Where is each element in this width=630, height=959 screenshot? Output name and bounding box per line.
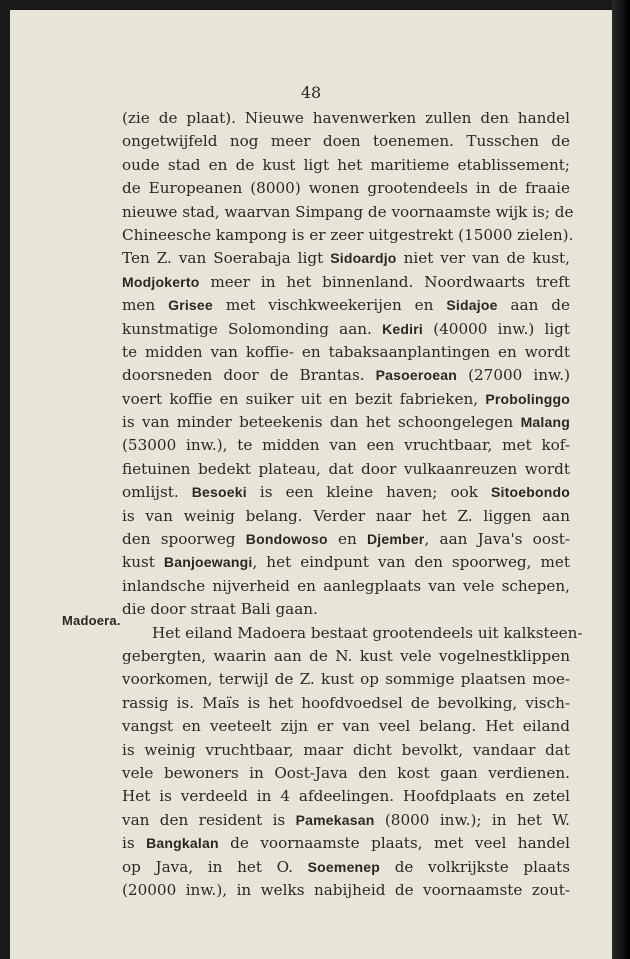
text-line bbox=[122, 224, 574, 247]
text-run: de volkrijkste plaats bbox=[380, 857, 570, 876]
place-name: Kediri bbox=[382, 320, 423, 337]
text-run: met vischkweekerijen en bbox=[212, 296, 447, 315]
text-line bbox=[122, 271, 570, 294]
text-line bbox=[122, 341, 570, 364]
text-line bbox=[122, 575, 570, 598]
text-run: men bbox=[122, 296, 169, 315]
text-line bbox=[122, 411, 570, 434]
text-run: is bbox=[122, 834, 147, 853]
text-line bbox=[122, 318, 570, 341]
text-run: is van weinig belang. Verder naar het Z. liggen aan bbox=[122, 506, 570, 525]
text-line bbox=[122, 692, 570, 715]
text-line bbox=[122, 107, 570, 130]
text-run: vele bewoners in Oost-Java den kost gaan verdienen. bbox=[122, 763, 570, 782]
text-line bbox=[122, 130, 570, 153]
place-name: Bangkalan bbox=[146, 835, 219, 852]
place-name: Pasoeroean bbox=[375, 367, 458, 384]
text-run: Chineesche kampong is er zeer uitgestrekt (15000 zielen). bbox=[122, 225, 574, 244]
text-line bbox=[122, 177, 570, 200]
place-name: Sidajoe bbox=[446, 297, 498, 314]
text-run: Het is verdeeld in 4 afdeelingen. Hoofdplaats en zetel bbox=[122, 787, 570, 806]
text-line bbox=[122, 481, 570, 504]
text-run: omlijst. bbox=[122, 483, 192, 502]
text-line bbox=[122, 832, 570, 855]
text-line bbox=[122, 598, 570, 621]
text-run: die door straat Bali gaan. bbox=[122, 600, 318, 619]
text-line bbox=[122, 785, 570, 808]
place-name: Pamekasan bbox=[295, 811, 375, 828]
text-line bbox=[122, 201, 574, 224]
text-line bbox=[122, 247, 570, 270]
text-run: (8000 inw.); in het W. bbox=[374, 810, 570, 829]
text-run: te midden van koffie- en tabaksaanplantingen en wordt bbox=[122, 342, 570, 361]
text-run: aan de bbox=[497, 296, 571, 315]
place-name: Soemenep bbox=[307, 858, 381, 875]
text-run: meer in het binnenland. Noordwaarts treft bbox=[199, 272, 570, 291]
text-line bbox=[122, 551, 570, 574]
text-line bbox=[122, 739, 570, 762]
text-line bbox=[122, 645, 570, 668]
text-run: is weinig vruchtbaar, maar dicht bevolkt, vandaar dat bbox=[122, 740, 570, 759]
text-line bbox=[122, 364, 570, 387]
text-run: (zie de plaat). Nieuwe havenwerken zullen den handel bbox=[122, 109, 570, 127]
text-run: gebergten, waarin aan de N. kust vele vogelnestklippen bbox=[122, 646, 570, 665]
text-run: en bbox=[327, 530, 367, 549]
text-run: Het eiland Madoera bestaat grootendeels uit kalksteen- bbox=[152, 623, 583, 642]
text-line bbox=[122, 668, 570, 691]
margin-note: Madoera. bbox=[62, 613, 121, 628]
place-name: Malang bbox=[520, 414, 570, 431]
place-name: Grisee bbox=[168, 297, 213, 314]
text-run: de Europeanen (8000) wonen grootendeels in de fraaie bbox=[122, 179, 570, 198]
text-run: voert koffie en suiker uit en bezit fabrieken, bbox=[122, 389, 486, 408]
text-run: (40000 inw.) ligt bbox=[423, 319, 570, 338]
text-run: , aan Java's oost- bbox=[424, 530, 570, 549]
text-line bbox=[122, 388, 570, 411]
text-line bbox=[122, 622, 583, 645]
text-run: (20000 inw.), in welks nabijheid de voornaamste zout- bbox=[122, 880, 570, 899]
body-text bbox=[122, 107, 583, 902]
page-number: 48 bbox=[300, 83, 322, 102]
text-run: is een kleine haven; ook bbox=[246, 483, 492, 502]
text-run: de voornaamste plaats, met veel handel bbox=[218, 834, 570, 853]
place-name: Probolinggo bbox=[485, 390, 570, 407]
text-run: voorkomen, terwijl de Z. kust op sommige plaatsen moe- bbox=[122, 670, 570, 689]
text-run: inlandsche nijverheid en aanlegplaats van vele schepen, bbox=[122, 576, 570, 595]
text-run: vangst en veeteelt zijn er van veel belang. Het eiland bbox=[122, 717, 570, 736]
text-line bbox=[122, 458, 570, 481]
text-run: niet ver van de kust, bbox=[396, 249, 570, 268]
text-run: fietuinen bedekt plateau, dat door vulkaanreuzen wordt bbox=[122, 459, 570, 478]
text-line bbox=[122, 762, 570, 785]
text-run: doorsneden door de Brantas. bbox=[122, 366, 376, 385]
place-name: Sidoardjo bbox=[330, 250, 397, 267]
text-run: , het eindpunt van den spoorweg, met bbox=[252, 553, 570, 572]
book-page bbox=[10, 10, 612, 959]
text-line bbox=[122, 809, 570, 832]
text-line bbox=[122, 528, 570, 551]
text-run: Ten Z. van Soerabaja ligt bbox=[122, 249, 331, 268]
text-run: rassig is. Maïs is het hoofdvoedsel de bevolking, visch- bbox=[122, 693, 570, 712]
text-run: ongetwijfeld nog meer doen toenemen. Tusschen de bbox=[122, 132, 570, 151]
text-run: oude stad en de kust ligt het maritieme etablissement; bbox=[122, 155, 570, 174]
book-spine bbox=[612, 0, 630, 959]
text-run: van den resident is bbox=[122, 810, 296, 829]
text-line bbox=[122, 879, 570, 902]
place-name: Bondowoso bbox=[245, 531, 328, 548]
text-line bbox=[122, 434, 570, 457]
text-run: (53000 inw.), te midden van een vruchtbaar, met kof- bbox=[122, 436, 570, 455]
text-run: den spoorweg bbox=[122, 530, 246, 549]
place-name: Besoeki bbox=[191, 484, 247, 501]
place-name: Banjoewangi bbox=[163, 554, 253, 571]
place-name: Djember bbox=[367, 531, 425, 548]
place-name: Modjokerto bbox=[122, 273, 200, 290]
text-line bbox=[122, 154, 570, 177]
text-run: op Java, in het O. bbox=[122, 857, 308, 876]
text-run: is van minder beteekenis dan het schoongelegen bbox=[122, 413, 521, 432]
text-run: (27000 inw.) bbox=[457, 366, 570, 385]
text-line bbox=[122, 715, 570, 738]
text-line bbox=[122, 294, 570, 317]
text-run: nieuwe stad, waarvan Simpang de voornaamste wijk is; de bbox=[122, 202, 574, 221]
text-run: kunstmatige Solomonding aan. bbox=[122, 319, 383, 338]
text-run: kust bbox=[122, 553, 164, 572]
text-line bbox=[122, 856, 570, 879]
place-name: Sitoebondo bbox=[491, 484, 571, 501]
text-line bbox=[122, 505, 570, 528]
